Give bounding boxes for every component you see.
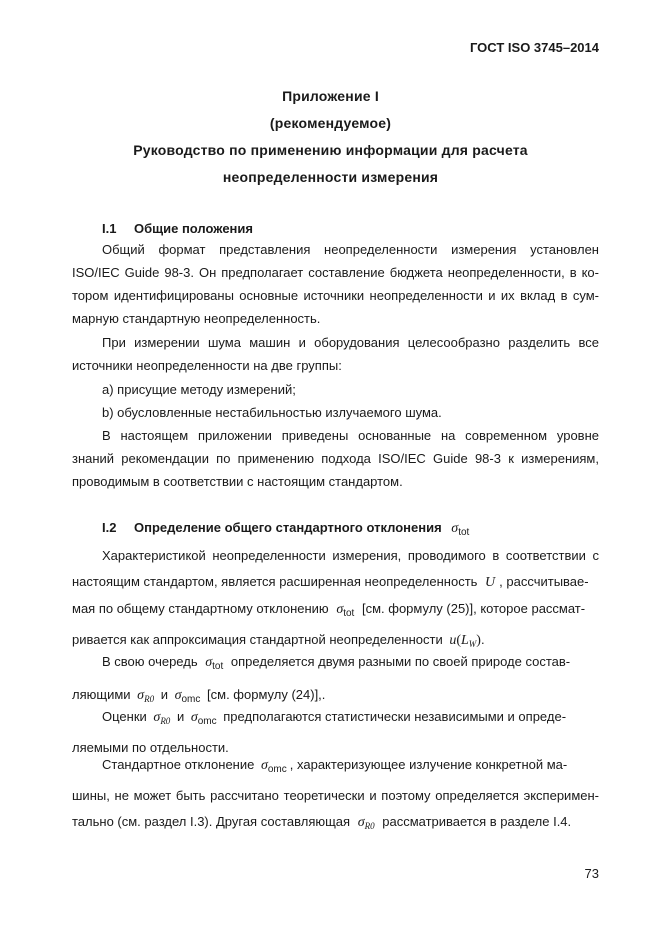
u-glyph: u [449, 633, 457, 648]
text-line: тором идентифицированы основные источники неопределенности и их вклад в сум- [72, 288, 599, 303]
text-run: , рассчитывае- [499, 574, 589, 589]
section-heading-i1 [102, 221, 253, 236]
sigma-omc-symbol [190, 709, 217, 727]
text-line: ISO/IEC Guide 98-3. Он предполагает составление бюджета неопределенности, в ко- [72, 265, 599, 280]
text-line: В настоящем приложении приведены основанные на современном уровне [102, 428, 599, 443]
text-run: , характеризующее излучение конкретной ма- [289, 757, 568, 772]
paragraph-characteristic [72, 543, 599, 657]
text-line [72, 809, 599, 839]
paragraph-recommendations [72, 424, 599, 493]
sigma-tot-symbol [336, 601, 355, 619]
text-run: В свою очередь [102, 654, 198, 669]
text-run: ляющими [72, 687, 131, 702]
sigma-glyph: σ [260, 758, 268, 773]
sigma-glyph: σ [451, 521, 459, 536]
subscript: W [468, 639, 477, 649]
symbol-U: U [485, 575, 496, 590]
text-run: и [176, 709, 185, 724]
text-line [72, 569, 599, 596]
text-run: мая по общему стандартному отклонению [72, 601, 329, 616]
text-line: b) обусловленные нестабильностью излучаемого шума. [102, 405, 442, 420]
text-run: ривается как аппроксимация стандартной неопределенности [72, 632, 443, 647]
sigma-glyph: σ [137, 688, 145, 703]
sigma-R0-symbol [137, 687, 154, 702]
text-line: ляемыми по отдельности. [72, 740, 229, 755]
sigma-R0-symbol [153, 709, 170, 724]
section-number: I.2 [102, 520, 117, 535]
subscript: tot [343, 608, 355, 619]
subscript: R0 [144, 694, 155, 704]
sigma-tot-symbol [451, 520, 470, 538]
list-item-a [72, 378, 599, 401]
L-glyph: L [461, 633, 469, 648]
text-line [72, 704, 599, 735]
text-line: а) присущие методу измерений; [102, 382, 296, 397]
text-line: источники неопределенности на две группы: [72, 358, 342, 373]
sigma-glyph: σ [357, 815, 365, 830]
text-line [72, 596, 599, 627]
paren: ( [456, 633, 461, 648]
subscript: tot [458, 527, 470, 538]
text-run: . [480, 632, 485, 647]
text-run: рассматривается в разделе I.4. [382, 814, 572, 829]
text-run: настоящим стандартом, является расширенная неопределенность [72, 574, 478, 589]
subscript: omc [197, 716, 217, 727]
subscript: R0 [160, 716, 171, 726]
annex-title: Приложение I [282, 88, 379, 104]
sigma-glyph: σ [153, 710, 161, 725]
text-line: шины, не может быть рассчитано теоретически и поэтому определяется эксперимен- [72, 788, 599, 803]
text-line [72, 648, 599, 681]
subscript: tot [212, 661, 224, 672]
text-line: марную стандартную неопределенность. [72, 311, 321, 326]
page-number: 73 [584, 866, 599, 881]
text-line [72, 752, 599, 783]
text-run: [см. формулу (24)],. [207, 687, 326, 702]
text-run: определяется двумя разными по своей природе состав- [230, 654, 571, 669]
text-line: Общий формат представления неопределенности измерения установлен [102, 242, 599, 257]
text-line: проводимым в соответствии с настоящим стандартом. [72, 474, 403, 489]
section-heading-i2 [102, 520, 469, 538]
text-run: тально (см. раздел I.3). Другая составляющая [72, 814, 351, 829]
section-number: I.1 [102, 221, 117, 236]
list-item-b [72, 401, 599, 424]
subscript: omc [181, 694, 201, 705]
subscript: omc [267, 764, 287, 775]
annex-heading-line1: Руководство по применению информации для расчета [133, 142, 528, 158]
sigma-omc-symbol [174, 687, 201, 705]
paragraph-standard-deviation [72, 752, 599, 839]
sigma-R0-symbol [358, 814, 375, 829]
text-line: знаний рекомендации по применению подхода ISO/IEC Guide 98-3 к измерениям, [72, 451, 599, 466]
text-run: Стандартное отклонение [102, 757, 255, 772]
text-run: и [160, 687, 168, 702]
section-title: Определение общего стандартного отклонения [134, 520, 442, 535]
annex-heading-line2: неопределенности измерения [222, 169, 439, 185]
symbol-u-LW [449, 632, 481, 647]
sigma-glyph: σ [205, 655, 213, 670]
sigma-tot-symbol [205, 654, 224, 672]
text-run: предполагаются статистически независимыми и опреде- [223, 709, 567, 724]
section-title: Общие положения [134, 221, 253, 236]
text-run: Оценки [102, 709, 147, 724]
text-run: [см. формулу (25)], которое рассмат- [361, 601, 586, 616]
text-line: При измерении шума машин и оборудования целесообразно разделить все [102, 335, 599, 350]
sigma-glyph: σ [174, 688, 182, 703]
paragraph-noise-sources [72, 331, 599, 377]
sigma-glyph: σ [190, 710, 198, 725]
text-line: Характеристикой неопределенности измерения, проводимого в соответствии с [102, 548, 599, 563]
paragraph-general-format [72, 238, 599, 330]
annex-status: (рекомендуемое) [269, 115, 392, 131]
sigma-glyph: σ [336, 602, 344, 617]
sigma-omc-symbol [260, 757, 287, 775]
subscript: R0 [364, 821, 375, 831]
paren: ) [476, 633, 481, 648]
standard-designation: ГОСТ ISO 3745–2014 [469, 40, 599, 55]
